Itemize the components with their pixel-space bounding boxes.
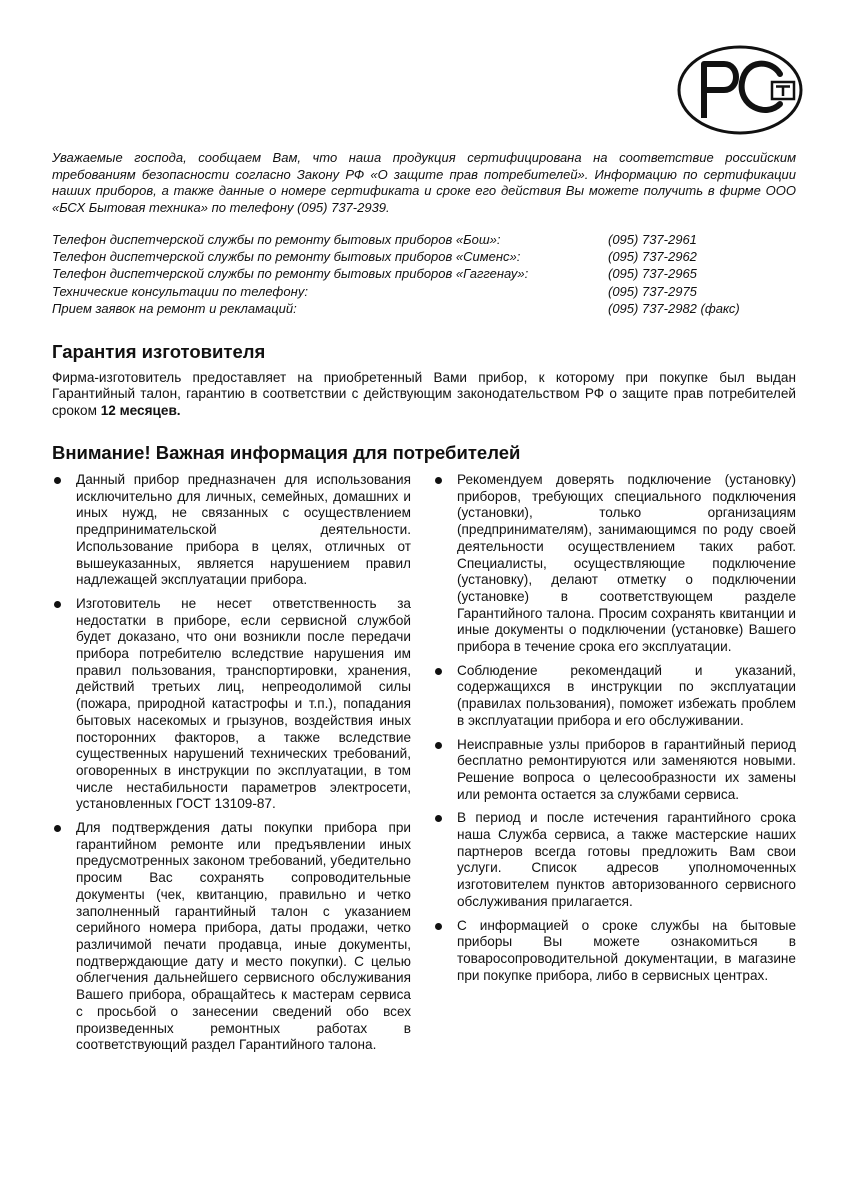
notice-list-right <box>433 472 796 991</box>
list-item <box>433 472 796 656</box>
notice-list-left <box>52 472 411 1061</box>
bullet-icon <box>54 825 61 832</box>
phone-label: Телефон диспетчерской службы по ремонту бытовых приборов «Сименс»: <box>52 249 521 265</box>
phone-number: (095) 737-2965 <box>608 266 697 282</box>
guarantee-body: Фирма-изготовитель предоставляет на приобретенный Вами прибор, к которому при покупке был выдан Гарантийный талон, гарантию в соответствии с действующим законодательством РФ о защите прав потребителей сроком <box>52 370 796 418</box>
list-item <box>52 596 411 813</box>
notice-heading: Внимание! Важная информация для потребителей <box>52 442 521 463</box>
phone-label: Прием заявок на ремонт и рекламаций: <box>52 300 297 316</box>
list-item <box>52 820 411 1054</box>
list-item-text: В период и после истечения гарантийного срока наша Служба сервиса, а также мастерские наших партнеров всегда готовы предложить Вам свои услуги. Список адресов уполномоченных изготовителем пунктов авторизованного сервисного обслуживания прилагается. <box>457 810 796 909</box>
phone-number: (095) 737-2962 <box>608 249 697 265</box>
bullet-icon <box>54 601 61 608</box>
list-item-text: С информацией о сроке службы на бытовые приборы Вы можете ознакомиться в товаросопроводительной документации, в магазине при покупке прибора, либо в сервисных центрах. <box>457 917 796 983</box>
list-item <box>433 918 796 985</box>
list-item-text: Соблюдение рекомендаций и указаний, содержащихся в инструкции по эксплуатации (правилах пользования), поможет избежать проблем в эксплуатации прибора и его обслуживании. <box>457 662 796 728</box>
phone-row-siemens <box>52 248 796 265</box>
phone-number: (095) 737-2961 <box>608 232 697 247</box>
phone-label: Телефон диспетчерской службы по ремонту бытовых приборов «Гаггенау»: <box>52 266 529 282</box>
guarantee-heading: Гарантия изготовителя <box>52 341 266 362</box>
list-item-text: Данный прибор предназначен для использования исключительно для личных, семейных, домашних и иных нужд, не связанных с осуществлением предпринимательской деятельности. Использование прибора в целях, отличных от вышеуказанных, является нарушением правил надлежащей эксплуатации прибора. <box>76 472 411 588</box>
bullet-icon <box>435 815 442 822</box>
service-phones-list <box>52 231 796 317</box>
phone-row-repair-requests <box>52 300 796 317</box>
list-item <box>52 472 411 589</box>
list-item-text: Неисправные узлы приборов в гарантийный период бесплатно ремонтируются или заменяются новыми. Решение вопроса о целесообразности их замены или ремонта остается за службами сервиса. <box>457 736 796 802</box>
bullet-icon <box>435 477 442 484</box>
phone-row-bosch <box>52 231 796 248</box>
rst-certification-logo <box>676 44 804 136</box>
phone-row-consulting <box>52 283 796 300</box>
phone-label: Телефон диспетчерской службы по ремонту бытовых приборов «Бош»: <box>52 232 501 247</box>
list-item-text: Рекомендуем доверять подключение (установку) приборов, требующих специального подключения (установки), только организациям (предпринимателям), занимающимся по роду своей деятельности осуществлением таких работ. Специалисты, осуществляющие подключение (установку), делают отметку о подключении (установке) в соответствующем разделе Гарантийного талона. Просим сохранять квитанции и иные документы о подключении (установке) Вашего прибора в течение срока его эксплуатации. <box>457 472 796 655</box>
guarantee-term: 12 месяцев. <box>100 402 181 418</box>
certification-intro: Уважаемые господа, сообщаем Вам, что наша продукция сертифицирована на соответствие российским требованиям безопасности согласно Закону РФ «О защите прав потребителей». Информацию по сертификации наших приборов, а также данные о номере сертификата и сроке его действия Вы можете получить в фирме ООО «БСХ Бытовая техника» по телефону (095) 737-2939. <box>52 150 796 215</box>
list-item <box>433 737 796 804</box>
phone-number: (095) 737-2982 (факс) <box>608 300 740 316</box>
list-item-text: Изготовитель не несет ответственность за недостатки в приборе, если сервисной службой будет доказано, что они возникли после передачи прибора потребителю вследствие нарушения им правил пользования, транспортировки, хранения, действий третьих лиц, непреодолимой силы (пожара, природной катастрофы и т.п.), попадания бытовых насекомых и грызунов, воздействия иных посторонних факторов, а также вследствие существенных нарушений технических требований, оговоренных в инструкции по эксплуатации, в том числе нестабильности параметров электросети, установленных ГОСТ 13109-87. <box>76 595 411 812</box>
bullet-icon <box>435 742 442 749</box>
phone-row-gaggenau <box>52 265 796 282</box>
bullet-icon <box>54 477 61 484</box>
list-item <box>433 810 796 910</box>
guarantee-text <box>52 370 796 419</box>
phone-number: (095) 737-2975 <box>608 283 697 299</box>
list-item <box>433 663 796 730</box>
list-item-text: Для подтверждения даты покупки прибора при гарантийном ремонте или предъявлении иных предусмотренных законом требований, убедительно просим Вас сохранять сопроводительные документы (чек, квитанцию, правильно и четко заполненный гарантийный талон с указанием серийного номера прибора, даты продажи, четко различимой печати продавца, иные документы, подтверждающие дату и место покупки). С целью облегчения дальнейшего сервисного обслуживания Вашего прибора, обращайтесь к мастерам сервиса с просьбой о занесении сведений обо всех произведенных ремонтных работах в соответствующий раздел Гарантийного талона. <box>76 820 411 1053</box>
bullet-icon <box>435 668 442 675</box>
bullet-icon <box>435 923 442 930</box>
phone-label: Технические консультации по телефону: <box>52 283 308 299</box>
